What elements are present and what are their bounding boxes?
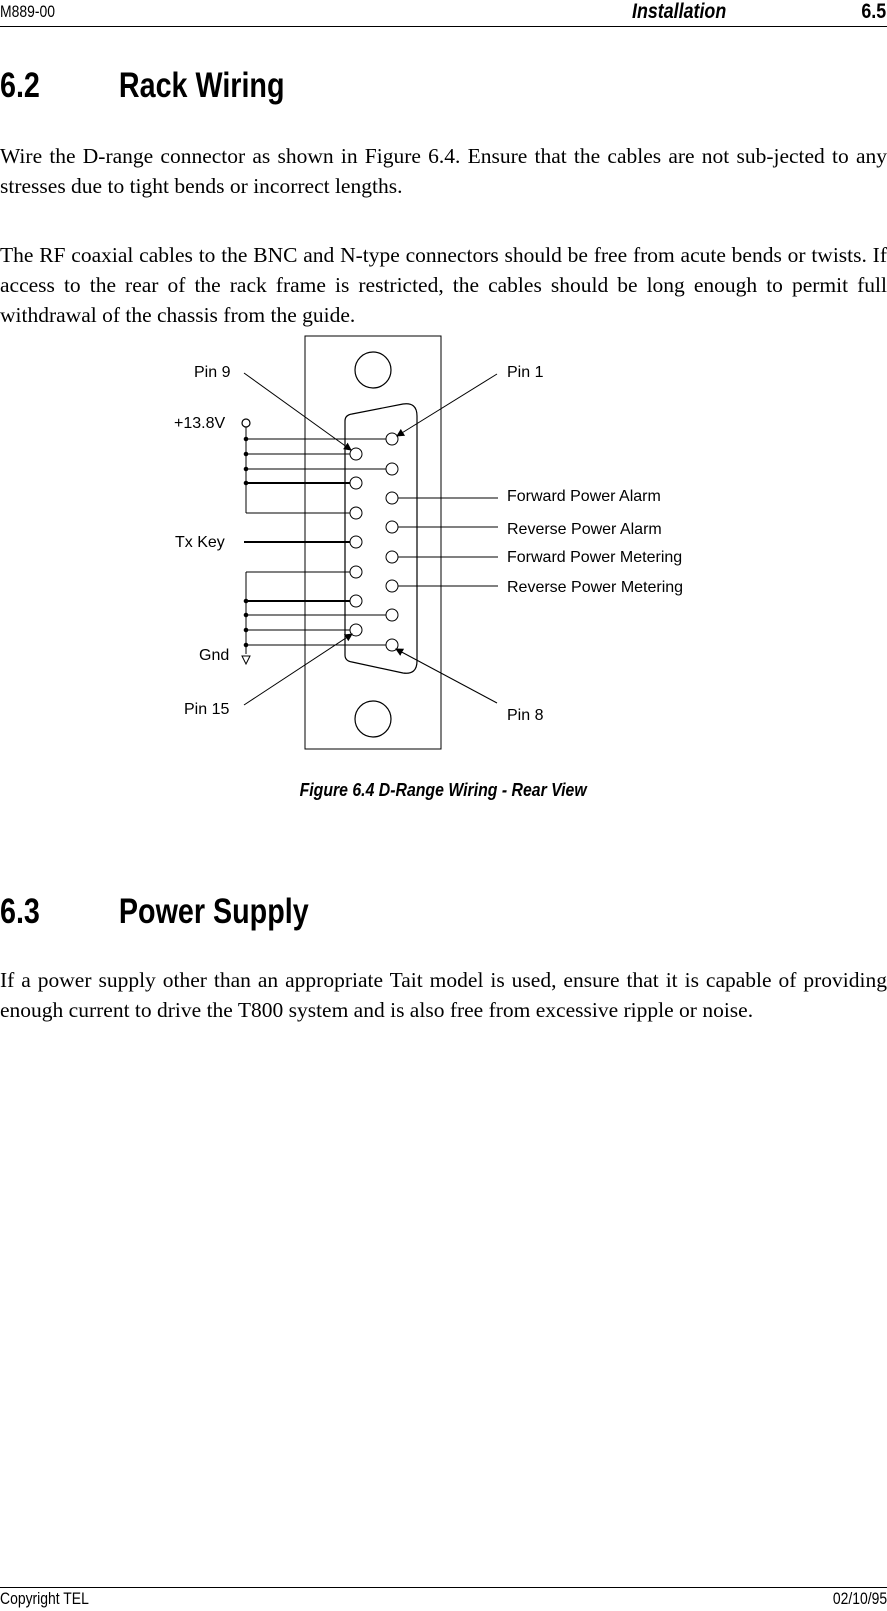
label-fwd-meter: Forward Power Metering [507, 549, 683, 566]
power-paragraph-1: If a power supply other than an appropriate Tait model is used, ensure that it is capable of providing enough current to drive the T800 system and is also free from excessive ripple or noise. [0, 968, 887, 1022]
page-number: 6.5 [861, 0, 886, 23]
label-fwd-alarm: Forward Power Alarm [507, 488, 661, 505]
pin-1 [386, 433, 398, 445]
section-number: 6.2 [0, 66, 40, 105]
label-pin-1: Pin 1 [507, 364, 544, 381]
label-pin-9: Pin 9 [194, 364, 231, 381]
rack-paragraph-2: The RF coaxial cables to the BNC and N-type connectors should be free from acute bends or twists. If access to the rear of the rack frame is restricted, the cables should be long enough to permit full withdrawal of the chassis from the guide. [0, 243, 887, 327]
pin-6 [386, 580, 398, 592]
pin-13 [350, 566, 362, 578]
pin-3 [386, 492, 398, 504]
pin-10 [350, 477, 362, 489]
pin-11 [350, 507, 362, 519]
footer-copyright: Copyright TEL [0, 1589, 89, 1608]
pin-4 [386, 521, 398, 533]
label-supply: +13.8V [174, 415, 226, 432]
header-section-title: Installation [632, 0, 727, 23]
label-rev-alarm: Reverse Power Alarm [507, 521, 662, 538]
label-gnd: Gnd [199, 647, 230, 664]
pin-8-pointer [396, 649, 497, 703]
pin-12 [350, 536, 362, 548]
section-title: Rack Wiring [118, 66, 285, 105]
footer-rule [0, 1587, 887, 1588]
supply-bus-wiring [242, 419, 386, 513]
rack-paragraph-1: Wire the D-range connector as shown in Figure 6.4. Ensure that the cables are not sub-jected to any stresses due to tight bends or incorrect lengths. [0, 144, 887, 198]
pin-9-pointer [244, 373, 351, 450]
ground-bus-wiring [242, 572, 386, 664]
label-rev-meter: Reverse Power Metering [507, 579, 684, 596]
pin-14 [350, 595, 362, 607]
pin-2 [386, 463, 398, 475]
pin-9 [350, 448, 362, 460]
figure-caption: Figure 6.4 D-Range Wiring - Rear View [299, 780, 588, 800]
d-range-wiring-diagram [0, 0, 887, 760]
mounting-hole-top [355, 352, 391, 388]
mounting-hole-bottom [355, 701, 391, 737]
section-heading-power-supply [0, 892, 309, 932]
label-tx-key: Tx Key [175, 534, 225, 551]
footer-date: 02/10/95 [832, 1589, 887, 1608]
label-pin-8: Pin 8 [507, 707, 544, 724]
label-pin-15: Pin 15 [184, 701, 230, 718]
section-number: 6.3 [0, 892, 40, 931]
pin-5 [386, 551, 398, 563]
doc-code: M889-00 [0, 2, 56, 21]
section-title: Power Supply [118, 892, 309, 931]
pin-7 [386, 609, 398, 621]
